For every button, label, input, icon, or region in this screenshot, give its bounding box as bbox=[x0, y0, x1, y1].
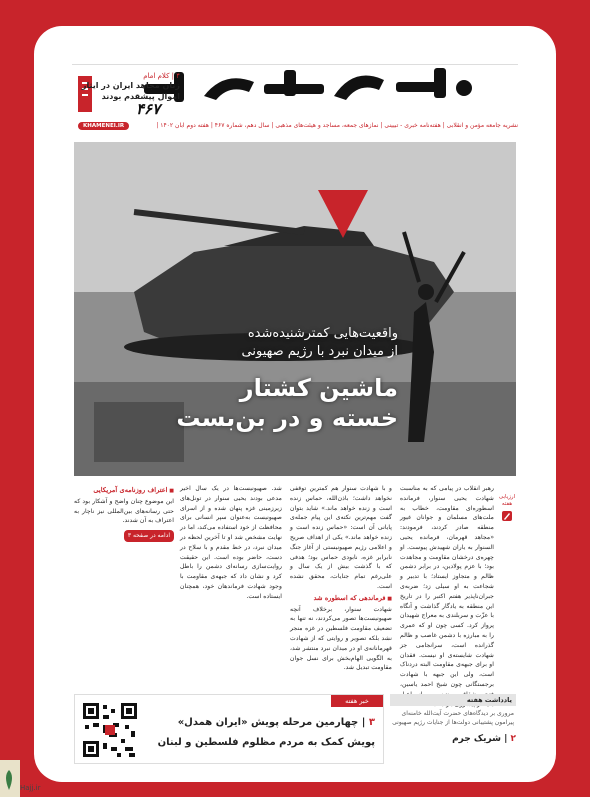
teaser-kicker: ۴ | کلام امام bbox=[143, 72, 180, 80]
subhead-american-paper: ■ اعتراف روزنامه‌ی آمریکایی bbox=[74, 486, 174, 497]
lead-side bbox=[498, 494, 516, 524]
read-more-link[interactable]: ادامه در صفحه ۳ bbox=[124, 530, 174, 542]
note-box-number: ۲ bbox=[510, 734, 516, 744]
masthead bbox=[34, 26, 556, 129]
pen-icon bbox=[501, 510, 513, 522]
news-box-number: ۳ bbox=[368, 717, 375, 728]
news-box-heading: خبر هفته bbox=[331, 695, 383, 707]
column-4-text: این موضوع چنان واضح و آشکار بود که حتی رسانه‌های بین‌المللی نیز ناچار به اعتراف به آن شدند. bbox=[74, 497, 174, 525]
hero-title-line2: خسته و در بن‌بست bbox=[176, 404, 398, 432]
article-column-1: رهبر انقلاب در پیامی که به مناسبت شهادت یحیی سنوار، فرمانده اسطوره‌ای مقاومت، خطاب به ملت‌های مسلمان و جوانان غیور منطقه صادر کردند، فرمودند: «مجاهد قهرمان، فرمانده یحیی السنوار به یاران شهیدش پیوست. او چهره‌ی درخشان مقاومت و مجاهدت بود؛ با عزم پولادین، در برابر دشمن ظالم و متجاوز ایستاد؛ با تدبیر و شجاعت به او سیلی زد؛ ضربه‌ی جبران‌ناپذیر هفتم اکتبر را در تاریخ این منطقه به یادگار گذاشت و آنگاه با عزّت و سربلندی به معراج شهیدان پرواز کرد. کسی چون او که عمری را به مبارزه با دشمن غاصب و ظالم گذرانده است، سرانجامی جز شهادت شایسته‌ی او نیست. فقدان او برای جبهه‌ی مقاومت البته دردناک است، ولی این جبهه با شهادت برجستگانی چون شیخ احمد یاسین، bbox=[400, 485, 494, 688]
footer-site[interactable]: Hajj.ir bbox=[20, 784, 41, 792]
hero-kicker-line2: از میدان نبرد با رژیم صهیونی bbox=[241, 344, 398, 359]
news-box-title-text: چهارمین مرحله پویش «ایران همدل» bbox=[177, 717, 359, 728]
newspaper-page bbox=[34, 26, 556, 782]
news-box[interactable] bbox=[74, 694, 384, 764]
teaser-title: زنان مجاهد ایران در ایثار اموال پیشقدم بودند bbox=[81, 81, 180, 101]
site-badge[interactable]: KHAMENEI.IR bbox=[78, 122, 129, 130]
note-box[interactable] bbox=[390, 694, 516, 754]
news-box-subtitle: پویش کمک به مردم مظلوم فلسطین و لبنان bbox=[157, 737, 375, 748]
article-column-2 bbox=[290, 484, 392, 673]
note-box-title: ۲ | شریک جرم bbox=[452, 734, 516, 744]
qr-code-icon[interactable] bbox=[81, 701, 139, 759]
note-box-title-text: شریک جرم bbox=[452, 734, 501, 744]
column-3-text: شد. صهیونیست‌ها در یک سال اخیر مدعی بودند یحیی سنوار در تونل‌های زیرزمینی غزه پنهان شده و از اسرای صهیونیست به‌عنوان سپر انسانی برای محافظت از خود استفاده می‌کند، اما در نهایت مشخص شد او تا آخرین لحظه در میدان نبرد، در خط مقدم و با سلاح در دست، حاضر بوده است. این حقیقت روایت‌سازی رسانه‌ای دشمن را باطل کرد و نشان داد که جبهه‌ی مقاومت با وجود شهادت فرماندهان خود، همچنان ایستاده است. bbox=[180, 485, 282, 600]
article-column-3 bbox=[180, 484, 282, 602]
article-column-4 bbox=[74, 484, 174, 542]
column-2-after: شهادت سنوار، برخلاف آنچه صهیونیست‌ها تصور می‌کردند، نه تنها به تضعیف مقاومت فلسطین در غزه منجر نشد بلکه تصویر و روایتی که از شهادت قهرمانانه‌ی او در میدان نبرد منتشر شد، به الگویی الهام‌بخش برای نسل جوان مقاومت تبدیل شد. bbox=[290, 605, 392, 672]
article-body bbox=[74, 484, 516, 694]
hero-kicker-line1: واقعیت‌هایی کمترشنیده‌شده bbox=[247, 326, 398, 341]
lead-side-label: ارزیابی هفته bbox=[498, 494, 516, 507]
subhead-legend: ■ فرماندهی که اسطوره شد bbox=[290, 594, 392, 605]
leaf-logo-icon bbox=[2, 768, 16, 792]
masthead-subline: نشریه جامعه مؤمن و انقلابی | هفته‌نامه خبری - تبیینی | نمازهای جمعه، مساجد و هیئت‌های مذهبی | سال دهم، شماره ۴۶۷ | هفته دوم آبان ۱۴۰۲ | bbox=[156, 122, 518, 129]
note-box-text: مروری بر دیدگاه‌های حضرت آیت‌الله خامنه‌ای پیرامون پشتیبانی دولت‌ها از جنایات رژیم صهیونی bbox=[392, 710, 514, 726]
hero-title-line1: ماشین کشتار bbox=[239, 374, 398, 402]
issue-number: ۴۶۷ bbox=[136, 100, 161, 118]
hero-image bbox=[74, 142, 516, 476]
note-box-heading: یادداشت هفته bbox=[390, 694, 516, 706]
column-2-text: و با شهادت سنوار هم کمترین توقفی نخواهد داشت؛ باذن‌الله، حماس زنده است و زنده خواهد ماند.» شاید بتوان گفت مهم‌ترین نکته‌ی این پیام جمله‌ی پایانی آن است: «حماس زنده است و زنده خواهد ماند.» یکی از اهداف صریح و اعلامی رژیم صهیونیستی از آغاز جنگ نابرابر غزه، نابودی حماس بود؛ هدفی که با گذشت بیش از یک سال و علی‌رغم تمام جنایات، محقق نشده است. bbox=[290, 485, 392, 590]
teaser-box[interactable] bbox=[80, 72, 180, 102]
news-box-title: ۳ | چهارمین مرحله پویش «ایران همدل» bbox=[177, 717, 375, 728]
